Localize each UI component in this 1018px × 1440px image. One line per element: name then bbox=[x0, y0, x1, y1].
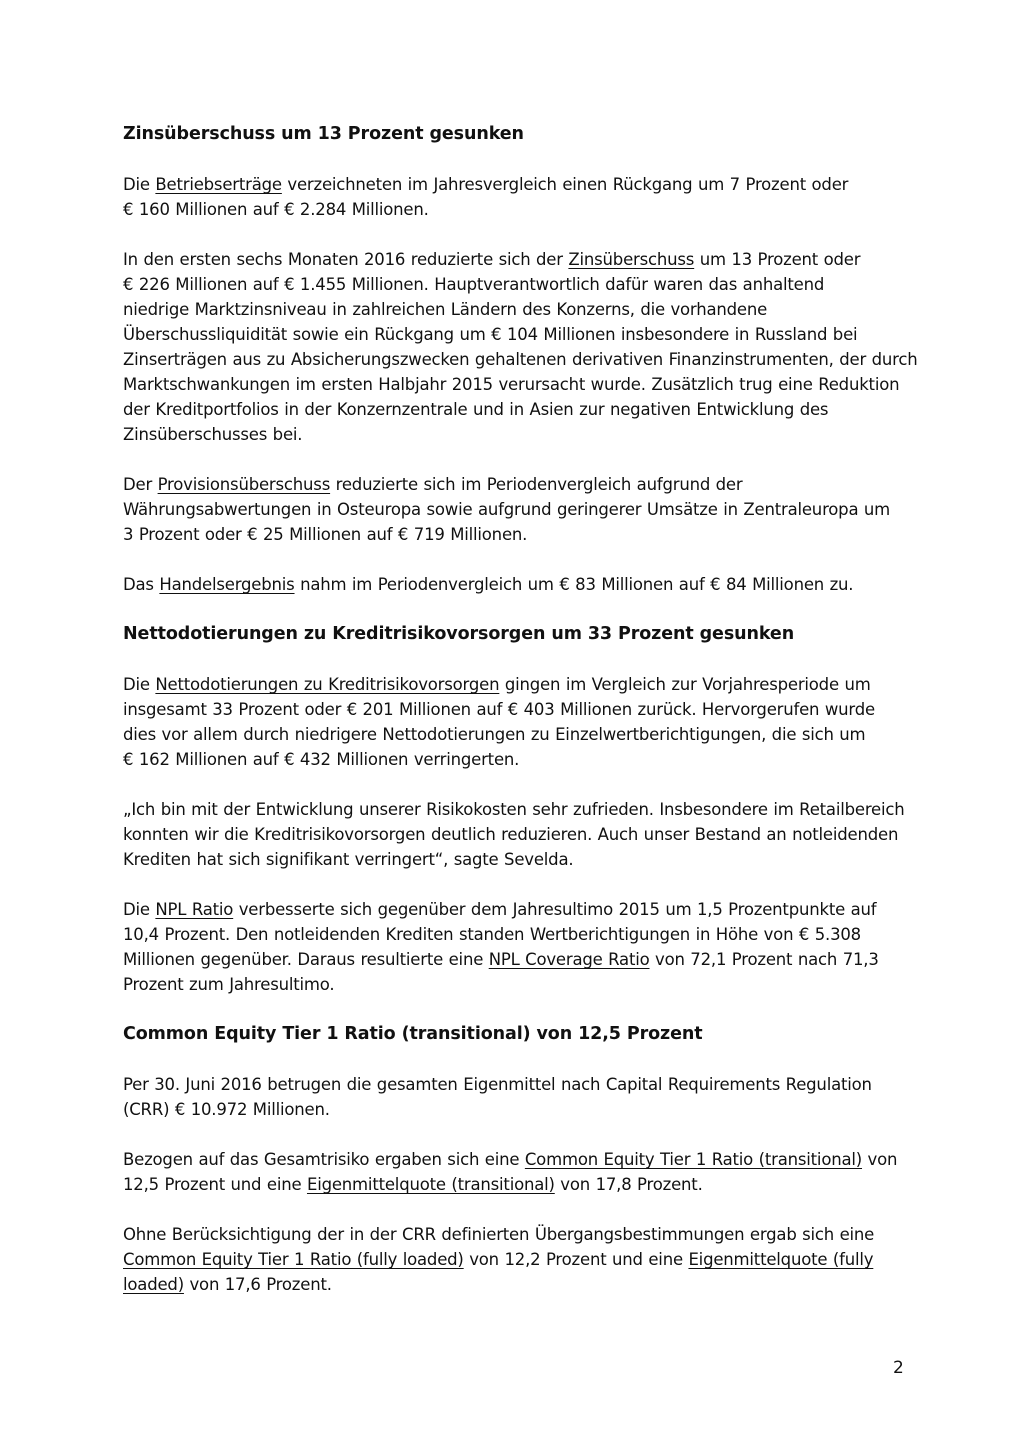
text: Millionen gegenüber. Daraus resultierte eine bbox=[123, 950, 489, 969]
term-link-nettodotierungen[interactable]: Nettodotierungen zu Kreditrisikovorsorgen bbox=[155, 675, 500, 694]
text: verzeichneten im Jahresvergleich einen Rückgang um 7 Prozent oder bbox=[281, 175, 849, 194]
text: € 226 Millionen auf € 1.455 Millionen. Hauptverantwortlich dafür waren das anhaltend bbox=[123, 275, 825, 294]
term-link-zinsueberschuss[interactable]: Zinsüberschuss bbox=[568, 250, 695, 269]
text: verbesserte sich gegenüber dem Jahresultimo 2015 um 1,5 Prozentpunkte auf bbox=[233, 900, 877, 919]
text: niedrige Marktzinsniveau in zahlreichen Ländern des Konzerns, die vorhandene bbox=[123, 300, 768, 319]
text: € 162 Millionen auf € 432 Millionen verringerten. bbox=[123, 750, 520, 769]
text: Währungsabwertungen in Osteuropa sowie aufgrund geringerer Umsätze in Zentraleuropa um bbox=[123, 500, 891, 519]
paragraph bbox=[123, 1072, 923, 1122]
term-link-eigenmittelquote-fully-loaded[interactable]: Eigenmittelquote (fully bbox=[688, 1250, 874, 1269]
paragraph bbox=[123, 172, 923, 222]
term-link-eigenmittelquote-transitional[interactable]: Eigenmittelquote (transitional) bbox=[306, 1175, 555, 1194]
paragraph bbox=[123, 572, 923, 597]
section-heading: Nettodotierungen zu Kreditrisikovorsorgen um 33 Prozent gesunken bbox=[123, 624, 795, 644]
text: Die bbox=[123, 900, 156, 919]
term-link-betriebsertraege[interactable]: Betriebserträge bbox=[155, 175, 282, 194]
text: € 160 Millionen auf € 2.284 Millionen. bbox=[123, 200, 429, 219]
text: Überschussliquidität sowie ein Rückgang um € 104 Millionen insbesondere in Russland bei bbox=[123, 325, 858, 344]
text: dies vor allem durch niedrigere Nettodotierungen zu Einzelwertberichtigungen, die sich um bbox=[123, 725, 866, 744]
text: 12,5 Prozent und eine bbox=[123, 1175, 307, 1194]
text: von 17,6 Prozent. bbox=[183, 1275, 332, 1294]
text: Das bbox=[123, 575, 160, 594]
text: In den ersten sechs Monaten 2016 reduzierte sich der bbox=[123, 250, 569, 269]
text: Der bbox=[123, 475, 158, 494]
text: Marktschwankungen im ersten Halbjahr 2015 verursacht wurde. Zusätzlich trug eine Reduktion bbox=[123, 375, 900, 394]
term-link-npl-ratio[interactable]: NPL Ratio bbox=[155, 900, 234, 919]
text: (CRR) € 10.972 Millionen. bbox=[123, 1100, 330, 1119]
document-page bbox=[123, 122, 923, 1297]
paragraph bbox=[123, 672, 923, 772]
text: Per 30. Juni 2016 betrugen die gesamten Eigenmittel nach Capital Requirements Regulation bbox=[123, 1075, 872, 1094]
paragraph bbox=[123, 897, 923, 997]
text: von 12,2 Prozent und eine bbox=[463, 1250, 689, 1269]
section-heading: Zinsüberschuss um 13 Prozent gesunken bbox=[123, 124, 524, 144]
paragraph bbox=[123, 1147, 923, 1197]
text: 10,4 Prozent. Den notleidenden Krediten standen Wertberichtigungen in Höhe von € 5.308 bbox=[123, 925, 861, 944]
text: Zinsüberschusses bei. bbox=[123, 425, 303, 444]
text: der Kreditportfolios in der Konzernzentrale und in Asien zur negativen Entwicklung des bbox=[123, 400, 829, 419]
paragraph bbox=[123, 247, 923, 447]
text: insgesamt 33 Prozent oder € 201 Millionen auf € 403 Millionen zurück. Hervorgerufen wurde bbox=[123, 700, 875, 719]
text: Prozent zum Jahresultimo. bbox=[123, 975, 335, 994]
text: Zinserträgen aus zu Absicherungszwecken gehaltenen derivativen Finanzinstrumenten, der durch bbox=[123, 350, 918, 369]
text: Ohne Berücksichtigung der in der CRR definierten Übergangsbestimmungen ergab sich eine bbox=[123, 1225, 875, 1244]
section-heading: Common Equity Tier 1 Ratio (transitional) von 12,5 Prozent bbox=[123, 1024, 703, 1044]
text: Die bbox=[123, 675, 156, 694]
paragraph bbox=[123, 472, 923, 547]
paragraph bbox=[123, 1222, 923, 1297]
text: reduzierte sich im Periodenvergleich aufgrund der bbox=[330, 475, 743, 494]
text: „Ich bin mit der Entwicklung unserer Risikokosten sehr zufrieden. Insbesondere im Retailbereich bbox=[123, 800, 905, 819]
text: nahm im Periodenvergleich um € 83 Millionen auf € 84 Millionen zu. bbox=[294, 575, 854, 594]
text: gingen im Vergleich zur Vorjahresperiode um bbox=[499, 675, 871, 694]
page-number: 2 bbox=[893, 1358, 904, 1378]
text: Krediten hat sich signifikant verringert“, sagte Sevelda. bbox=[123, 850, 574, 869]
term-link-npl-coverage-ratio[interactable]: NPL Coverage Ratio bbox=[488, 950, 650, 969]
text: 3 Prozent oder € 25 Millionen auf € 719 Millionen. bbox=[123, 525, 528, 544]
term-link-handelsergebnis[interactable]: Handelsergebnis bbox=[159, 575, 295, 594]
text: von 72,1 Prozent nach 71,3 bbox=[649, 950, 879, 969]
text: von 17,8 Prozent. bbox=[554, 1175, 703, 1194]
text: Die bbox=[123, 175, 156, 194]
term-link-eigenmittelquote-fully-loaded-cont[interactable]: loaded) bbox=[123, 1275, 184, 1294]
text: konnten wir die Kreditrisikovorsorgen deutlich reduzieren. Auch unser Bestand an notleidenden bbox=[123, 825, 899, 844]
term-link-cet1-transitional[interactable]: Common Equity Tier 1 Ratio (transitional) bbox=[524, 1150, 863, 1169]
term-link-cet1-fully-loaded[interactable]: Common Equity Tier 1 Ratio (fully loaded) bbox=[123, 1250, 464, 1269]
term-link-provisionsueberschuss[interactable]: Provisionsüberschuss bbox=[157, 475, 331, 494]
quote-paragraph bbox=[123, 797, 923, 872]
text: von bbox=[862, 1150, 898, 1169]
text: um 13 Prozent oder bbox=[694, 250, 861, 269]
text: Bezogen auf das Gesamtrisiko ergaben sich eine bbox=[123, 1150, 525, 1169]
